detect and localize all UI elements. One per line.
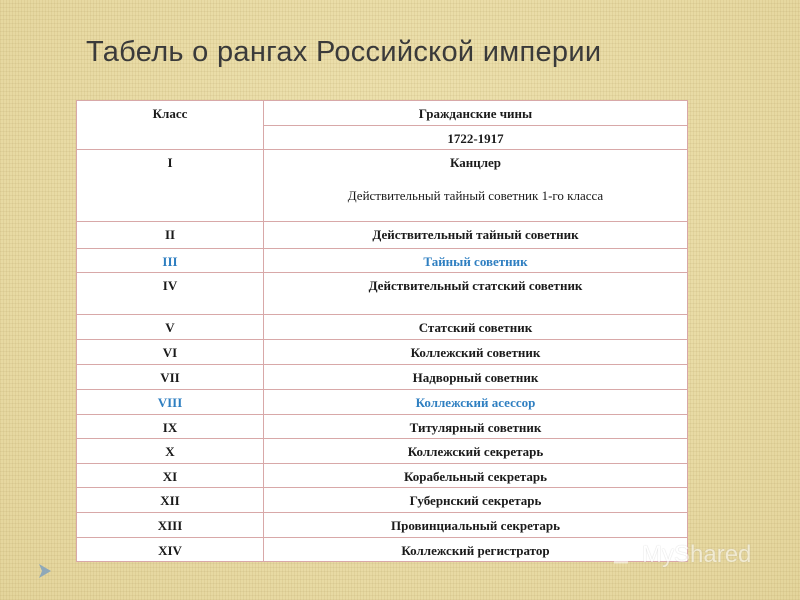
rank-title: Коллежский советник (410, 345, 541, 360)
class-numeral: II (164, 227, 176, 242)
rank-cell (264, 249, 688, 273)
header-ranks-label: Гражданские чины (418, 106, 533, 121)
chevron-right-icon (38, 566, 52, 583)
table-row (77, 538, 688, 562)
table-row (77, 273, 688, 315)
table-row (77, 415, 688, 439)
rank-title: Надворный советник (412, 370, 539, 385)
rank-cell (264, 513, 688, 538)
rank-title: Коллежский регистратор (401, 543, 550, 558)
rank-title: Коллежский асессор (415, 395, 536, 410)
rank-title: Действительный тайный советник (372, 227, 579, 242)
class-numeral: X (165, 444, 175, 459)
rank-title: Коллежский секретарь (407, 444, 544, 459)
class-cell (77, 464, 264, 488)
class-numeral: VIII (157, 395, 183, 410)
class-cell (77, 415, 264, 439)
class-numeral: VII (160, 370, 180, 385)
rank-title: Титулярный советник (409, 420, 542, 435)
rank-cell (264, 464, 688, 488)
rank-cell (264, 273, 688, 315)
class-numeral: VI (162, 345, 178, 360)
table-row (77, 513, 688, 538)
class-cell (77, 340, 264, 365)
rank-cell (264, 390, 688, 415)
table-row (77, 340, 688, 365)
header-class-label: Класс (152, 106, 188, 121)
class-numeral: IX (162, 420, 178, 435)
table-row (77, 150, 688, 222)
rank-cell (264, 150, 688, 222)
class-cell (77, 150, 264, 222)
class-cell (77, 390, 264, 415)
class-cell (77, 488, 264, 513)
monitor-icon (606, 537, 636, 572)
class-cell (77, 249, 264, 273)
header-period-cell (264, 126, 688, 150)
rank-cell (264, 315, 688, 340)
header-period-label: 1722-1917 (447, 131, 504, 146)
table-row (77, 439, 688, 464)
class-cell (77, 273, 264, 315)
rank-cell (264, 488, 688, 513)
table-row (77, 249, 688, 273)
table-header-row (77, 101, 688, 126)
rank-cell (264, 415, 688, 439)
header-class-cell (77, 101, 264, 150)
rank-title: Тайный советник (423, 254, 528, 269)
rank-title: Губернский секретарь (409, 493, 542, 508)
class-numeral: XIII (157, 518, 183, 533)
rank-cell (264, 439, 688, 464)
rank-title: Статский советник (418, 320, 533, 335)
class-cell (77, 538, 264, 562)
class-numeral: XI (162, 469, 178, 484)
class-numeral: XIV (158, 543, 182, 558)
watermark-text: MyShared (642, 540, 752, 568)
rank-cell (264, 222, 688, 249)
rank-cell (264, 340, 688, 365)
class-cell (77, 513, 264, 538)
table-row (77, 390, 688, 415)
class-cell (77, 439, 264, 464)
next-slide-arrow[interactable] (38, 563, 52, 584)
table-row (77, 365, 688, 390)
class-numeral: V (165, 320, 175, 335)
class-cell (77, 365, 264, 390)
header-ranks-cell (264, 101, 688, 126)
rank-title: Провинциальный секретарь (391, 518, 560, 533)
table-row (77, 315, 688, 340)
slide-title: Табель о рангах Российской империи (86, 36, 602, 68)
class-numeral: IV (162, 278, 178, 293)
rank-title: Корабельный секретарь (404, 469, 547, 484)
rank-title: Канцлер (449, 155, 502, 170)
class-numeral: III (162, 254, 178, 269)
table-row (77, 222, 688, 249)
table-row (77, 488, 688, 513)
watermark (606, 537, 751, 572)
class-numeral: I (167, 155, 173, 170)
class-cell (77, 222, 264, 249)
ranks-table (76, 100, 688, 562)
rank-subtitle: Действительный тайный советник 1-го класса (347, 188, 604, 203)
class-numeral: XII (160, 493, 180, 508)
table-row (77, 464, 688, 488)
rank-title: Действительный статский советник (368, 278, 583, 293)
rank-cell (264, 365, 688, 390)
class-cell (77, 315, 264, 340)
